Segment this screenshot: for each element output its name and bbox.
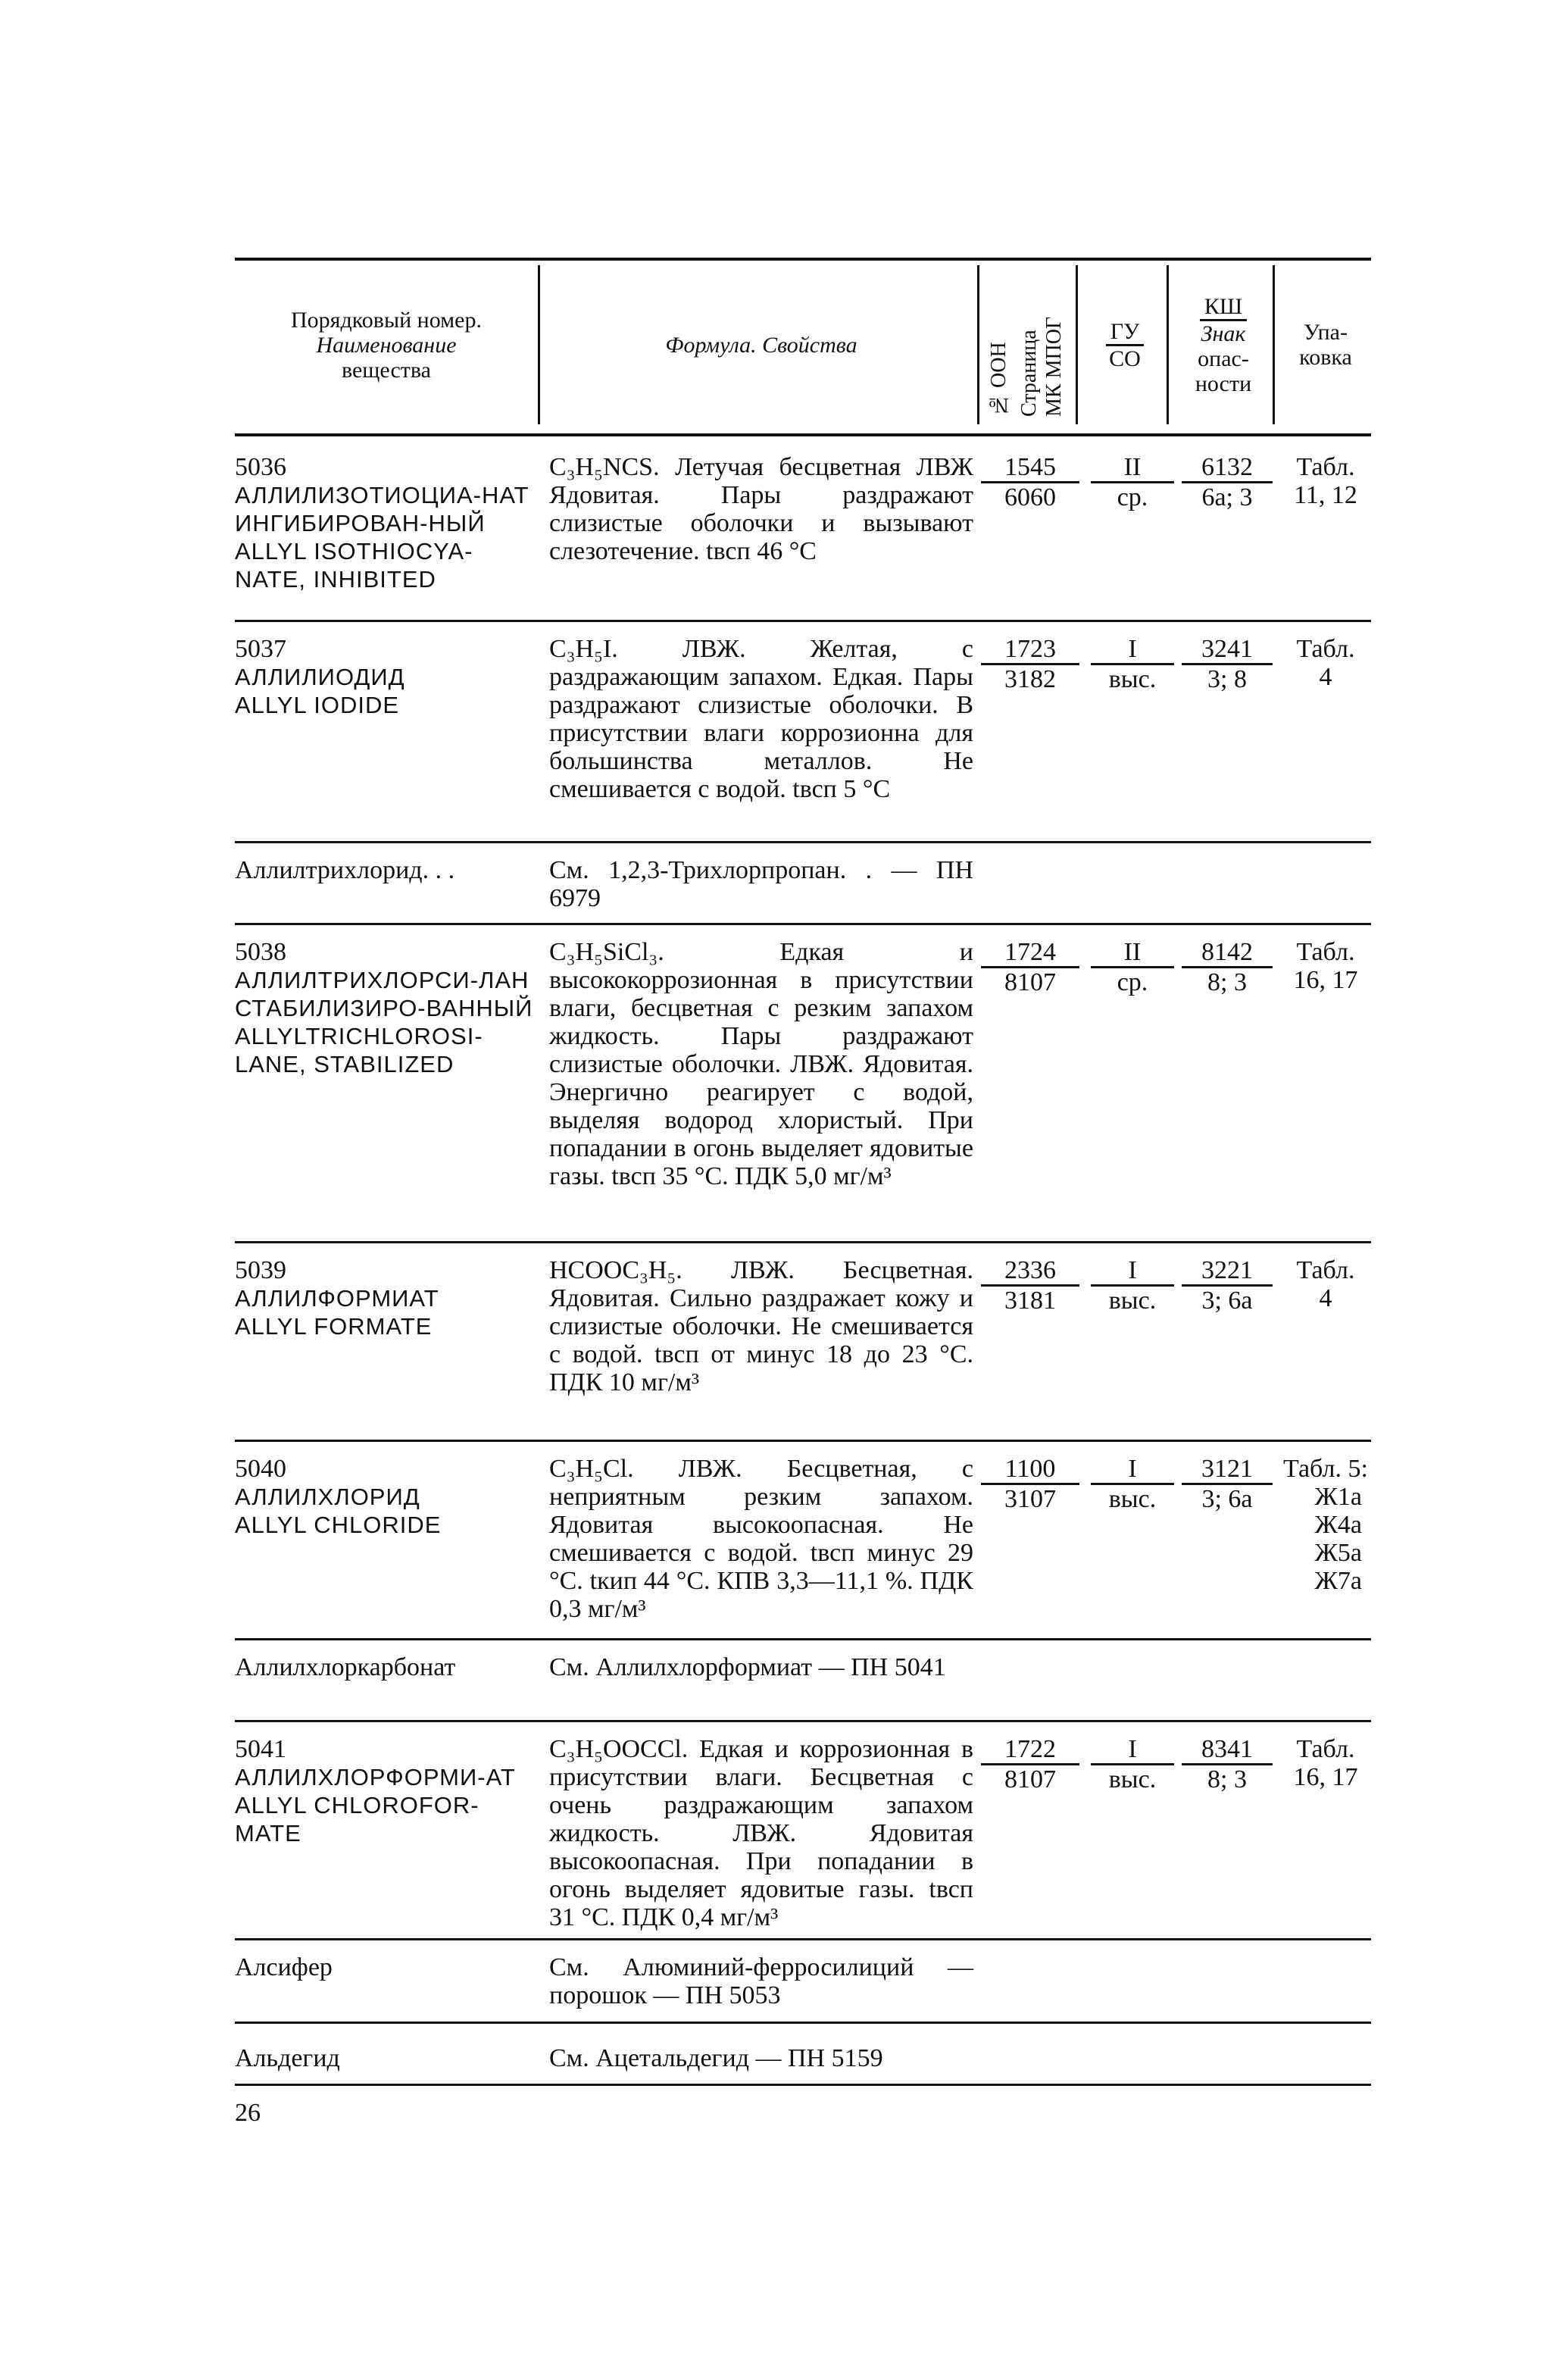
row-ksh-cell [1182,1256,1273,1315]
row-name-cell [235,1455,538,1539]
row-page: 8107 [1004,1765,1056,1793]
row-formula: C₃H₅I. ЛВЖ. Желтая, с раздражающим запахом. Едкая. Пары раздражают слизистые оболочки. В присутствии влаги коррозионна для большинства металлов. Не смешивается с водой. tвсп 5 °C [549,635,973,803]
row-ksh: 3121 [1182,1455,1273,1485]
row-name-cell [235,1735,538,1847]
row-name-en: ALLYL FORMATE [235,1313,433,1340]
row-ksh: 8341 [1182,1735,1273,1765]
row-gu-cell [1091,1455,1174,1513]
row-co: выс. [1108,1287,1157,1315]
row-rule [235,1720,1371,1722]
row-gu: I [1091,1256,1174,1287]
header-name-line3: вещества [342,357,431,383]
row-name-cell [235,938,538,1078]
row-ksh-cell [1182,1735,1273,1793]
header-ksh-sign: Знак [1201,321,1246,346]
row-page: 3181 [1004,1287,1056,1315]
row-gu-cell [1091,1735,1174,1793]
row-page: 8107 [1004,968,1056,996]
row-rule [235,1638,1371,1640]
row-name-cell [235,1653,538,1681]
header-separator [538,265,540,424]
row-rule [235,1440,1371,1442]
row-pack-line: Табл. [1296,1256,1355,1284]
row-formula: C₃H₅Cl. ЛВЖ. Бесцветная, с неприятным резким запахом. Ядовитая высокоопасная. Не смешивается с водой. tвсп минус 29 °C. tкип 44 °C. КПВ 3,3—11,1 %. ПДК 0,3 мг/м³ [549,1455,973,1623]
row-ksh: 3221 [1182,1256,1273,1287]
header-gu-top: ГУ [1106,319,1145,346]
row-number: 5037 [235,635,286,663]
row-plain-name: Аллилтрихлорид. . . [235,856,455,884]
row-name-en: ALLYLTRICHLOROSI-LANE, STABILIZED [235,1023,483,1077]
row-formula: См. Аллилхлорформиат — ПН 5041 [549,1653,946,1681]
row-ksh: 8142 [1182,938,1273,968]
header-page-cell-1: Страница [1017,330,1041,417]
row-plain-name: Алсифер [235,1953,333,1981]
header-pack-line1: Упа- [1304,320,1348,345]
row-name-ru: АЛЛИЛИОДИД [235,664,405,690]
row-name-en: ALLYL ISOTHIOCYA-NATE, INHIBITED [235,538,473,593]
row-pack-line: Табл. [1296,1735,1355,1763]
row-name-cell [235,453,538,593]
row-pack-line: Ж7а [1314,1567,1362,1595]
row-gu: I [1091,635,1174,665]
row-sign: 3; 6а [1201,1485,1253,1513]
row-formula: См. 1,2,3-Трихлорпропан. . — ПН 6979 [549,856,973,912]
header-page-cell-2: МК МПОГ [1042,316,1066,417]
row-un-cell [981,1735,1079,1793]
row-un: 1545 [981,453,1079,483]
row-pack-line: Табл. [1296,938,1355,966]
row-pack-cell [1280,1735,1371,1791]
row-rule [235,620,1371,622]
row-formula: См. Алюминий-ферросилиций — порошок — ПН 5053 [549,1953,973,2009]
row-rule [235,841,1371,843]
row-pack-line: 16, 17 [1293,1763,1358,1791]
row-name-en: ALLYL CHLOROFOR-MATE [235,1792,479,1846]
row-co: выс. [1108,1485,1157,1513]
row-gu: I [1091,1455,1174,1485]
row-formula: См. Ацетальдегид — ПН 5159 [549,2044,883,2072]
row-number: 5036 [235,453,286,481]
row-number: 5040 [235,1455,286,1483]
row-pack-cell [1280,1455,1371,1595]
row-pack-line: 4 [1319,1284,1332,1312]
row-ksh-cell [1182,938,1273,996]
row-name-cell [235,1953,538,1981]
row-un-cell [981,635,1079,693]
row-formula: C₃H₅SiCl₃. Едкая и высококоррозионная в присутствии влаги, бесцветная с резким запахом жидкость. Пары раздражают слизистые оболочки. ЛВЖ. Ядовитая. Энергично реагирует с водой, выделяя водород хлористый. При попадании в огонь выделяет ядовитые газы. tвсп 35 °C. ПДК 5,0 мг/м³ [549,938,973,1190]
row-pack-line: Ж4а [1314,1511,1362,1539]
row-pack-line: Ж5а [1314,1539,1362,1567]
row-ksh: 6132 [1182,453,1273,483]
row-rule [235,2022,1371,2024]
row-name-ru: АЛЛИЛФОРМИАТ [235,1285,439,1312]
row-gu: I [1091,1735,1174,1765]
header-co-bottom: СО [1109,346,1141,371]
row-number: 5038 [235,938,286,966]
header-name-cell [235,296,538,394]
row-gu-cell [1091,635,1174,693]
row-name-cell [235,1256,538,1340]
header-pack-cell [1280,296,1371,394]
row-sign: 8; 3 [1207,1765,1247,1793]
row-pack-line: Табл. 5: [1283,1455,1368,1483]
row-un-cell [981,1256,1079,1315]
row-sign: 8; 3 [1207,968,1247,996]
table-header [235,258,1371,432]
row-un-cell [981,938,1079,996]
header-bottom-rule [235,433,1371,436]
row-formula: C₃H₅OOCCl. Едкая и коррозионная в присутствии влаги. Бесцветная с очень раздражающим запахом жидкость. ЛВЖ. Ядовитая высокоопасная. При попадании в огонь выделяет ядовитые газы. tвсп 31 °C. ПДК 0,4 мг/м³ [549,1735,973,1931]
header-formula-cell: Формула. Свойства [665,332,857,358]
row-rule [235,1241,1371,1243]
row-name-ru: АЛЛИЛИЗОТИОЦИА-НАТ ИНГИБИРОВАН-НЫЙ [235,482,529,536]
row-sign: 3; 6а [1201,1287,1253,1315]
header-separator [1076,265,1078,424]
row-gu-cell [1091,938,1174,996]
row-pack-cell [1280,453,1371,509]
header-ksh-cell [1174,280,1273,409]
page-number: 26 [235,2099,261,2127]
row-gu-cell [1091,453,1174,511]
row-rule [235,1938,1371,1940]
row-sign: 6а; 3 [1201,483,1253,511]
row-sign: 3; 8 [1207,665,1247,693]
row-plain-name: Альдегид [235,2044,340,2072]
row-pack-line: Табл. [1296,453,1355,481]
row-gu: II [1091,453,1174,483]
row-name-cell [235,856,538,884]
row-pack-line: 11, 12 [1294,481,1357,509]
row-gu-cell [1091,1256,1174,1315]
row-gu: II [1091,938,1174,968]
row-pack-line: Ж1а [1314,1483,1362,1511]
row-ksh: 3241 [1182,635,1273,665]
header-ksh-top: КШ [1200,294,1247,321]
row-page: 3182 [1004,665,1056,693]
row-un-cell [981,453,1079,511]
header-name-line1: Порядковый номер. [291,307,482,333]
header-pack-line2: ковка [1299,345,1352,370]
header-un-cell: № ООН [987,342,1010,417]
row-plain-name: Аллилхлоркарбонат [235,1653,456,1681]
row-un: 2336 [981,1256,1079,1287]
row-ksh-cell [1182,635,1273,693]
header-ksh-line3: ности [1195,371,1252,396]
row-un-cell [981,1455,1079,1513]
row-rule [235,2084,1371,2086]
row-pack-cell [1280,938,1371,994]
row-pack-line: 16, 17 [1293,966,1358,994]
row-co: выс. [1108,1765,1157,1793]
row-pack-line: Табл. [1296,635,1355,663]
row-page: 6060 [1004,483,1056,511]
row-name-en: ALLYL CHLORIDE [235,1512,442,1538]
row-name-ru: АЛЛИЛТРИХЛОРСИ-ЛАН СТАБИЛИЗИРО-ВАННЫЙ [235,967,533,1021]
row-co: выс. [1108,665,1157,693]
row-number: 5041 [235,1735,286,1763]
row-name-cell [235,635,538,719]
header-ksh-line2: опас- [1198,346,1249,371]
row-co: ср. [1117,968,1148,996]
row-ksh-cell [1182,1455,1273,1513]
row-un: 1100 [981,1455,1079,1485]
row-pack-cell [1280,1256,1371,1312]
row-pack-line: 4 [1319,663,1332,691]
row-name-ru: АЛЛИЛХЛОРФОРМИ-АТ [235,1764,516,1790]
row-page: 3107 [1004,1485,1056,1513]
row-formula: C₃H₅NCS. Летучая бесцветная ЛВЖ Ядовитая. Пары раздражают слизистые оболочки и вызывают слезотечение. tвсп 46 °C [549,453,973,565]
header-separator [1167,265,1169,424]
header-name-line2: Наименование [316,332,457,358]
row-un: 1723 [981,635,1079,665]
row-co: ср. [1117,483,1148,511]
header-separator [1273,265,1275,424]
row-name-cell [235,2044,538,2072]
row-un: 1724 [981,938,1079,968]
row-name-ru: АЛЛИЛХЛОРИД [235,1484,420,1510]
row-name-en: ALLYL IODIDE [235,692,400,718]
row-ksh-cell [1182,453,1273,511]
header-separator [977,265,979,424]
row-un: 1722 [981,1735,1079,1765]
row-number: 5039 [235,1256,286,1284]
header-gu-cell [1083,296,1167,394]
row-rule [235,923,1371,925]
row-pack-cell [1280,635,1371,691]
row-formula: HCOOC₃H₅. ЛВЖ. Бесцветная. Ядовитая. Сильно раздражает кожу и слизистые оболочки. Не смешивается с водой. tвсп от минус 18 до 23 °C. ПДК 10 мг/м³ [549,1256,973,1396]
